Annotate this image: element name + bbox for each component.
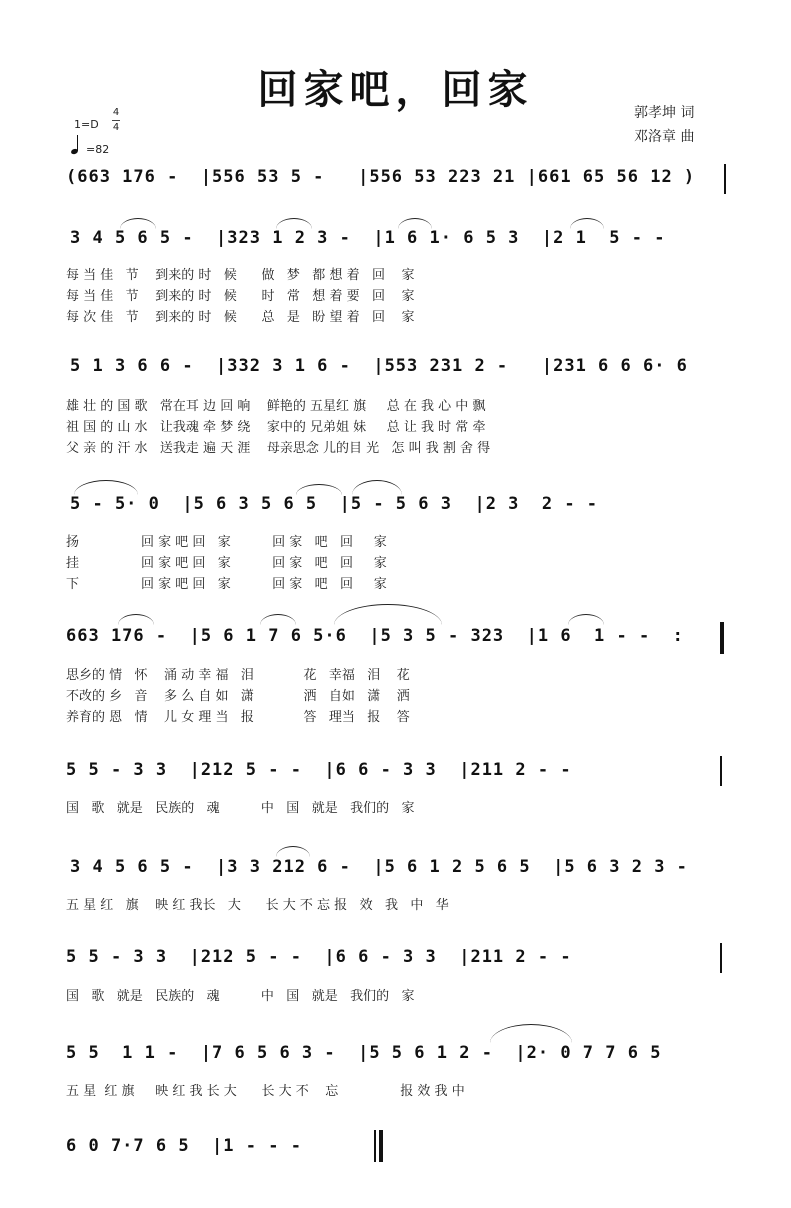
tie: [352, 480, 402, 495]
lyric-line: 挂 回 家 吧 回 家 回 家 吧 回 家: [66, 556, 387, 571]
lyric-line: 思乡的 情 怀 涌 动 幸 福 泪 花 幸福 泪 花: [66, 668, 410, 683]
notation-line: (663 176 - |556 53 5 - |556 53 223 21 |661 65 56 12 ): [66, 167, 696, 187]
tie: [74, 480, 138, 495]
lyric-line: 不改的 乡 音 多 么 自 如 潇 洒 自如 潇 洒: [66, 689, 410, 704]
notation-line: 5 5 - 3 3 |212 5 - - |6 6 - 3 3 |211 2 - -: [66, 760, 572, 780]
key-signature: 1=D: [74, 118, 99, 131]
notation-line: 5 - 5· 0 |5 6 3 5 6 5 |5 - 5 6 3 |2 3 2 - -: [70, 494, 599, 514]
lyric-line: 父 亲 的 汗 水 送我走 遍 天 涯 母亲思念 儿的目 光 怎 叫 我 割 舍 得: [66, 441, 491, 456]
time-signature: [112, 107, 120, 134]
notation-line: 6 0 7·7 6 5 |1 - - -: [66, 1136, 302, 1156]
barline: [374, 1130, 376, 1162]
notation-line: 5 5 - 3 3 |212 5 - - |6 6 - 3 3 |211 2 - -: [66, 947, 572, 967]
slur: [296, 484, 342, 495]
slur: [260, 614, 296, 625]
barline: [720, 756, 722, 786]
lyric-line: 扬 回 家 吧 回 家 回 家 吧 回 家: [66, 535, 387, 550]
lyric-line: 五 星 红 旗 映 红 我 长 大 长 大 不 忘 报 效 我 中: [66, 1084, 465, 1099]
lyricist-credit: 郭孝坤 词: [634, 105, 695, 121]
notation-line: 3 4 5 6 5 - |3 3 212 6 - |5 6 1 2 5 6 5 |5 6 3 2 3 -: [70, 857, 688, 877]
lyric-line: 祖 国 的 山 水 让我魂 牵 梦 绕 家中的 兄弟姐 妹 总 让 我 时 常 牵: [66, 420, 486, 435]
lyric-line: 每 当 佳 节 到来的 时 候 时 常 想 着 要 回 家: [66, 289, 415, 304]
slur: [276, 846, 310, 857]
time-sig-top: 4: [112, 107, 120, 118]
slur: [120, 218, 156, 229]
notation-line: 5 1 3 6 6 - |332 3 1 6 - |553 231 2 - |231 6 6 6· 6: [70, 356, 688, 376]
lyric-line: 下 回 家 吧 回 家 回 家 吧 回 家: [66, 577, 387, 592]
time-sig-bottom: 4: [112, 122, 120, 133]
repeat-barline: [720, 622, 724, 654]
composer-credit: 邓洛章 曲: [634, 129, 695, 145]
lyric-line: 每 当 佳 节 到来的 时 候 做 梦 都 想 着 回 家: [66, 268, 415, 283]
lyric-line: 国 歌 就是 民族的 魂 中 国 就是 我们的 家: [66, 989, 415, 1004]
final-barline: [379, 1130, 383, 1162]
slur: [570, 218, 604, 229]
tie: [490, 1024, 572, 1043]
slur: [276, 218, 312, 229]
tempo-marking: =82: [86, 143, 110, 156]
lyric-line: 雄 壮 的 国 歌 常在耳 边 回 响 鲜艳的 五星红 旗 总 在 我 心 中 飘: [66, 399, 486, 414]
lyric-line: 五 星 红 旗 映 红 我长 大 长 大 不 忘 报 效 我 中 华: [66, 898, 449, 913]
lyric-line: 国 歌 就是 民族的 魂 中 国 就是 我们的 家: [66, 801, 415, 816]
quarter-note-stem: [77, 135, 78, 151]
song-title: 回家吧，回家: [257, 66, 534, 113]
tie: [334, 604, 442, 625]
slur: [398, 218, 432, 229]
lyric-line: 养育的 恩 情 儿 女 理 当 报 答 理当 报 答: [66, 710, 410, 725]
notation-line: 5 5 1 1 - |7 6 5 6 3 - |5 5 6 1 2 - |2· 0 7 7 6 5: [66, 1043, 662, 1063]
barline: [720, 943, 722, 973]
barline: [724, 164, 726, 194]
lyric-line: 每 次 佳 节 到来的 时 候 总 是 盼 望 着 回 家: [66, 310, 415, 325]
notation-line: 3 4 5 6 5 - |323 1 2 3 - |1 6 1· 6 5 3 |2 1 5 - -: [70, 228, 666, 248]
notation-line: 663 176 - |5 6 1 7 6 5·6 |5 3 5 - 323 |1 6 1 - - :: [66, 626, 684, 646]
slur: [118, 614, 154, 625]
slur: [568, 614, 604, 625]
